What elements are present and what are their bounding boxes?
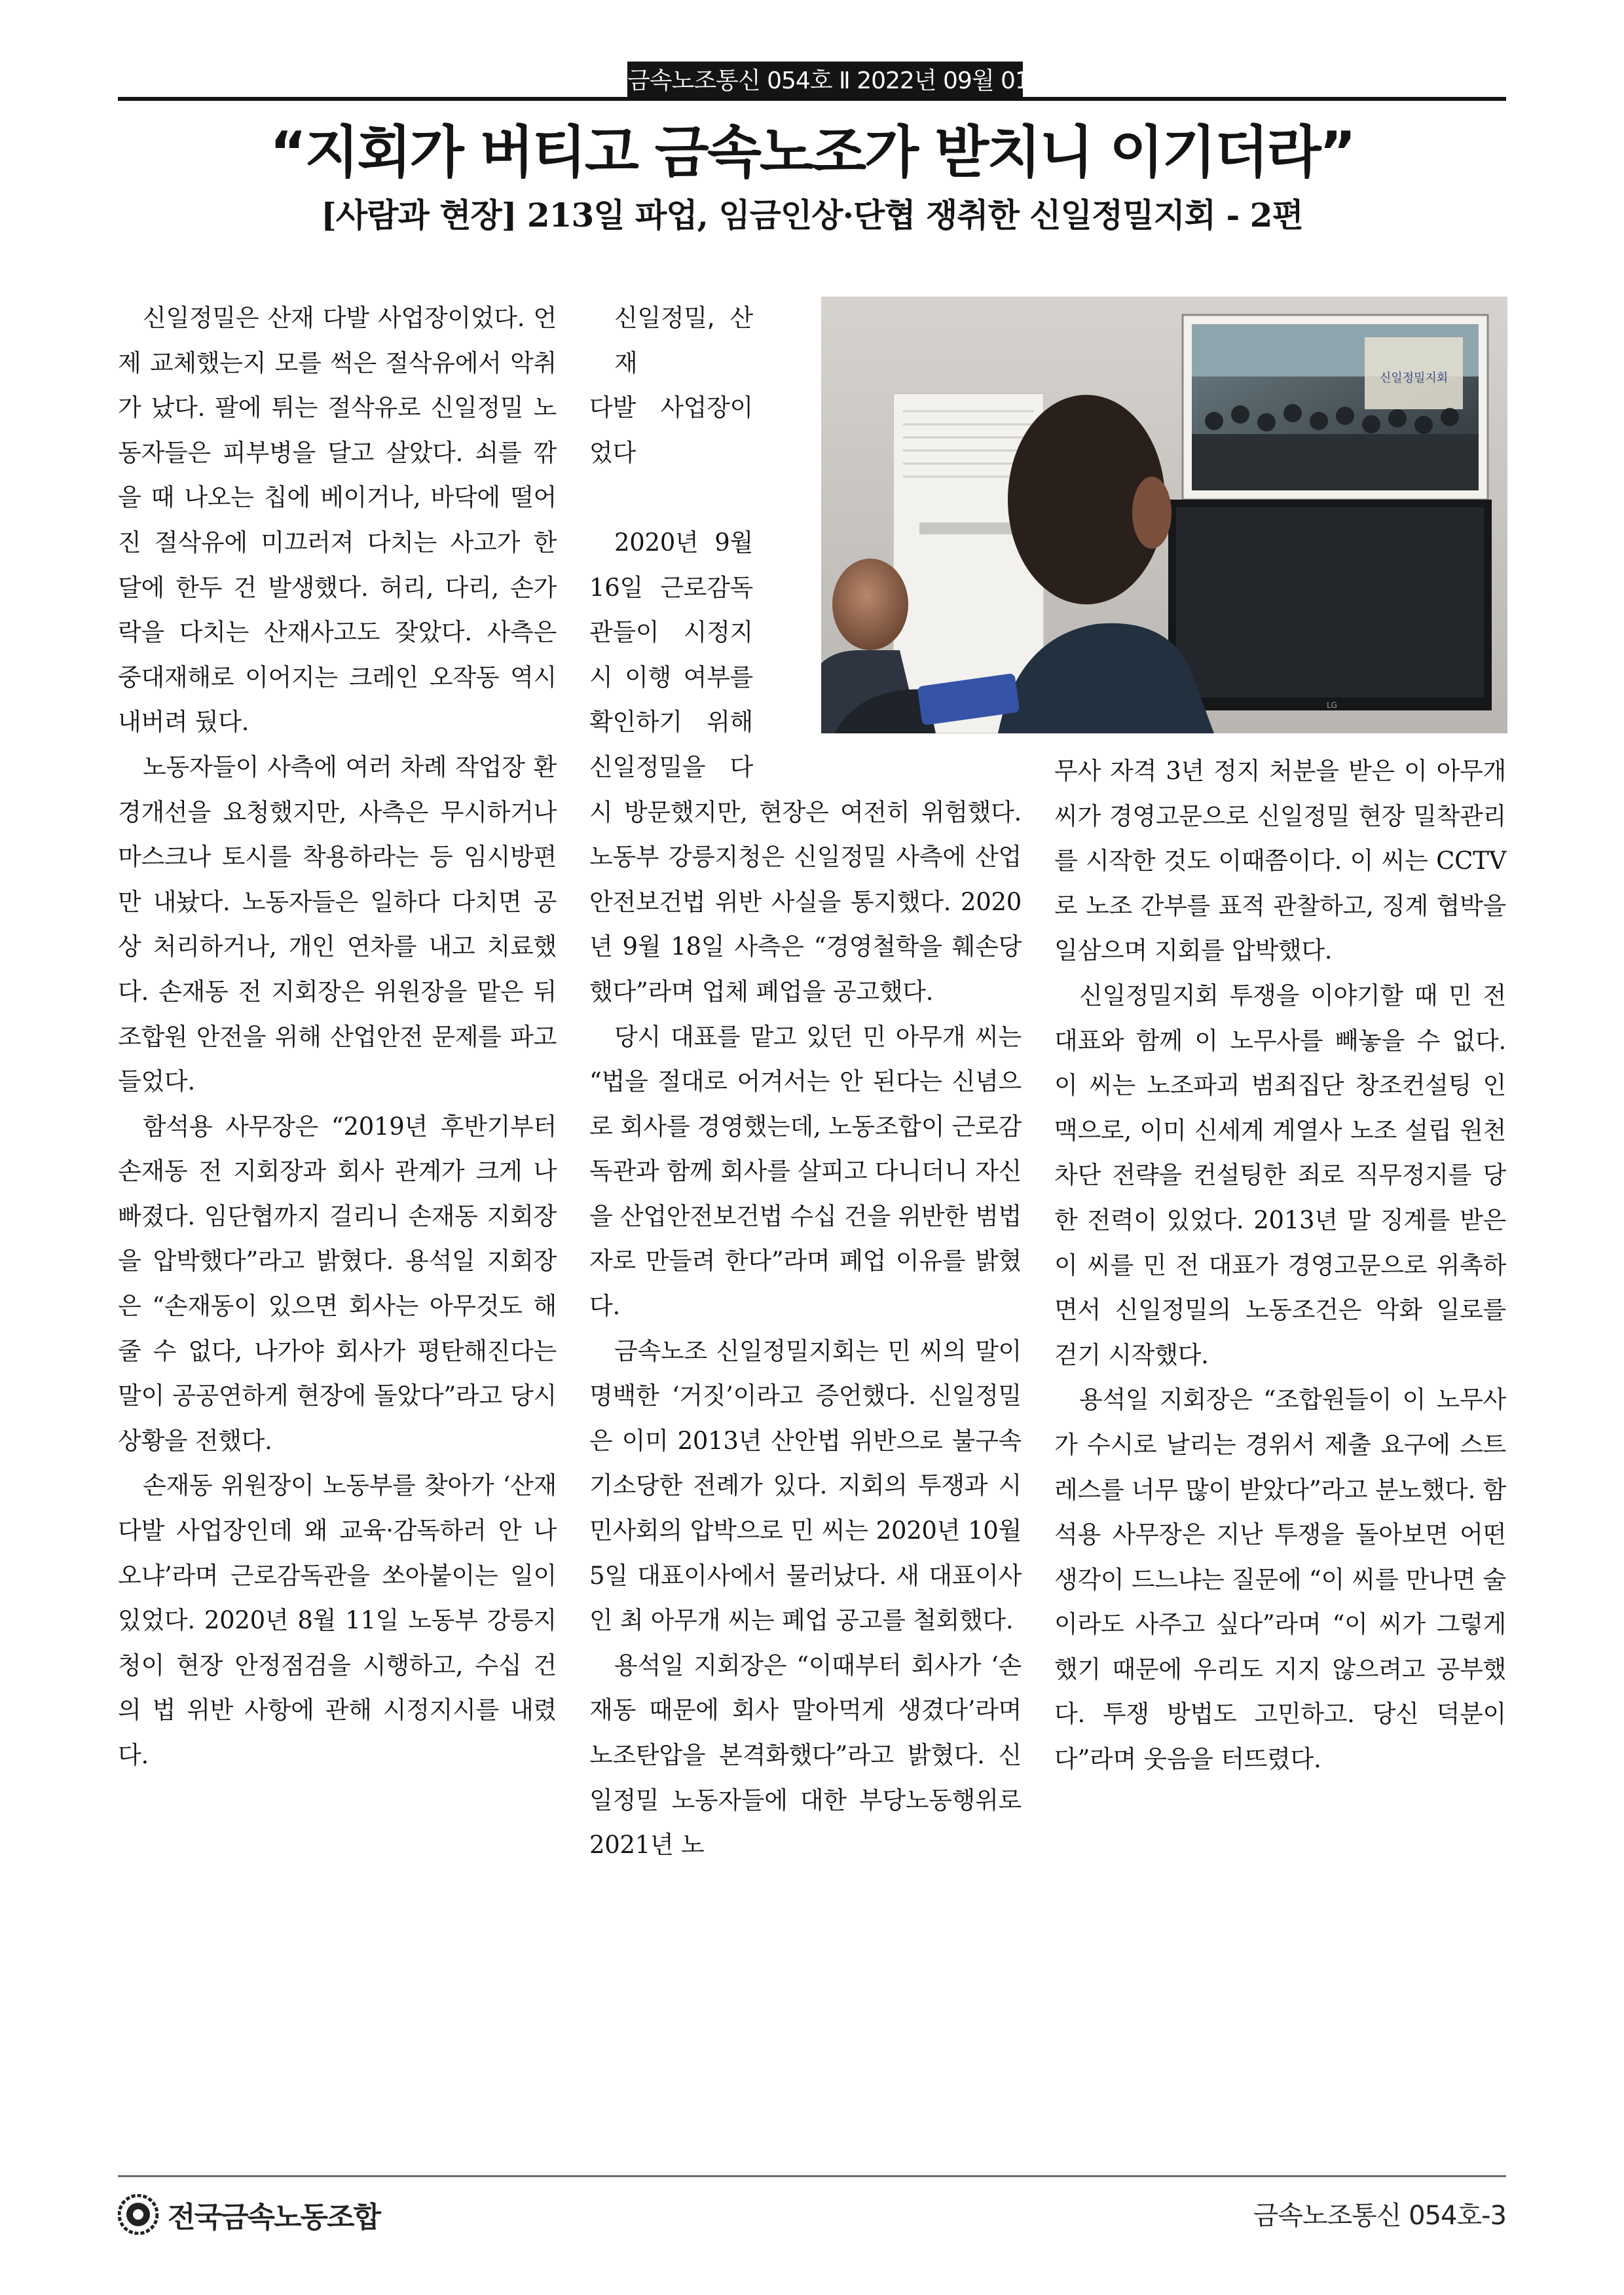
paragraph: 손재동 위원장이 노동부를 찾아가 ‘산재 다발 사업장인데 왜 교육·감독하러 안 나오냐’라며 근로감독관을 쏘아붙이는 일이 있었다. 2020년 8월 11일 노동부 강릉지청이 현장 안정점검을 시행하고, 수십 건의 법 위반 사항에 관해 시정지시를 내렸다. [118, 1471, 557, 1769]
footer-rule [118, 2175, 1506, 2177]
paragraph: 용석일 지회장은 “이때부터 회사가 ‘손재동 때문에 회사 말아먹게 생겼다’라며 노조탄압을 본격화했다”라고 밝혔다. 신일정밀 노동자들에 대한 부당노동행위로 2021년 노 [589, 1651, 1022, 1860]
union-name: 전국금속노동조합 [168, 2201, 380, 2234]
headline: “지회가 버티고 금속노조가 받치니 이기더라” [269, 120, 1355, 185]
poster-banner-text: 신일정밀지회 [1379, 371, 1449, 385]
paragraph: 신일정밀은 산재 다발 사업장이었다. 언제 교체했는지 모를 썩은 절삭유에서 악취가 났다. 팔에 튀는 절삭유로 신일정밀 노동자들은 피부병을 달고 살았다. 쇠를 깎을 때 나오는 칩에 베이거나, 바닥에 떨어진 절삭유에 미끄러져 다치는 사고가 한 달에 한두 건 발생했다. 허리, 다리, 손가락을 다치는 산재사고도 잦았다. 사측은 중대재해로 이어지는 크레인 오작동 역시 내버려 뒀다. [118, 304, 557, 737]
paragraph: 2020년 9월 16일 근로감독관들이 시정지시 이행 여부를 확인하기 위해 신일정밀을 다시 방문했지만, 현장은 여전히 위험했다. 노동부 강릉지청은 신일정밀 사측에 산업안전보건법 위반 사실을 통지했다. 2020년 9월 18일 사측은 “경영철학을 훼손당했다”라며 업체 폐업을 공고했다. [589, 528, 1022, 1006]
article-photo [821, 297, 1507, 733]
page-number: 금속노조통신 054호-3 [1253, 2201, 1506, 2231]
paragraph: 신일정밀지회 투쟁을 이야기할 때 민 전 대표와 함께 이 노무사를 빼놓을 수 없다. 이 씨는 노조파괴 범죄집단 창조컨설팅 인맥으로, 이미 신세계 계열사 노조 설립 원천 차단 전략을 컨설팅한 죄로 직무정지를 당한 전력이 있었다. 2013년 말 징계를 받은 이 씨를 민 전 대표가 경영고문으로 위촉하면서 신일정밀의 노동조건은 악화 일로를 걷기 시작했다. [1054, 981, 1506, 1369]
paragraph: 금속노조 신일정밀지회는 민 씨의 말이 명백한 ‘거짓’이라고 증언했다. 신일정밀은 이미 2013년 산안법 위반으로 불구속 기소당한 전례가 있다. 지회의 투쟁과 시민사회의 압박으로 민 씨는 2020년 10월 5일 대표이사에서 물러났다. 새 대표이사인 최 아무개 씨는 폐업 공고를 철회했다. [589, 1336, 1022, 1635]
union-emblem-icon [118, 2194, 158, 2235]
paragraph: 함석용 사무장은 “2019년 후반기부터 손재동 전 지회장과 회사 관계가 크게 나빠졌다. 임단협까지 걸리니 손재동 지회장을 압박했다”라고 밝혔다. 용석일 지회장은 “손재동이 있으면 회사는 아무것도 해줄 수 없다, 나가야 회사가 평탄해진다는 말이 공공연하게 현장에 돌았다”라고 당시 상황을 전했다. [118, 1112, 557, 1455]
article-column-1 [118, 296, 557, 1778]
section-subheading-line: 신일정밀, 산재 [614, 304, 753, 377]
subheadline: [사람과 현장] 213일 파업, 임금인상·단협 쟁취한 신일정밀지회 - 2편 [321, 196, 1303, 234]
issue-tab: 금속노조통신 054호 Ⅱ 2022년 09월 01일 [627, 62, 1023, 101]
tv-brand-text: LG [1327, 701, 1337, 710]
union-logo [118, 2194, 380, 2235]
article-column-3 [1054, 749, 1506, 1782]
section-subheading-line: 다발 사업장이었다 [589, 394, 753, 467]
paragraph: 당시 대표를 맡고 있던 민 아무개 씨는 “법을 절대로 어겨서는 안 된다는 신념으로 회사를 경영했는데, 노동조합이 근로감독관과 함께 회사를 살피고 다니더니 자신을 산업안전보건법 수십 건을 위반한 범법자로 만들려 한다”라며 폐업 이유를 밝혔다. [589, 1022, 1022, 1321]
paragraph: 노동자들이 사측에 여러 차례 작업장 환경개선을 요청했지만, 사측은 무시하거나 마스크나 토시를 착용하라는 등 임시방편만 내놨다. 노동자들은 일하다 다치면 공상 처리하거나, 개인 연차를 내고 치료했다. 손재동 전 지회장은 위원장을 맡은 뒤 조합원 안전을 위해 산업안전 문제를 파고들었다. [118, 752, 557, 1096]
photo-illustration [821, 297, 1507, 733]
paragraph: 무사 자격 3년 정지 처분을 받은 이 아무개 씨가 경영고문으로 신일정밀 현장 밀착관리를 시작한 것도 이때쯤이다. 이 씨는 CCTV로 노조 간부를 표적 관찰하고, 징계 협박을 일삼으며 지회를 압박했다. [1054, 757, 1506, 965]
paragraph: 용석일 지회장은 “조합원들이 이 노무사가 수시로 날리는 경위서 제출 요구에 스트레스를 너무 많이 받았다”라고 분노했다. 함석용 사무장은 지난 투쟁을 돌아보면 어떤 생각이 드느냐는 질문에 “이 씨를 만나면 술이라도 사주고 싶다”라며 “이 씨가 그렇게 했기 때문에 우리도 지지 않으려고 공부했다. 투쟁 방법도 고민하고. 당신 덕분이다”라며 웃음을 터뜨렸다. [1054, 1386, 1506, 1774]
